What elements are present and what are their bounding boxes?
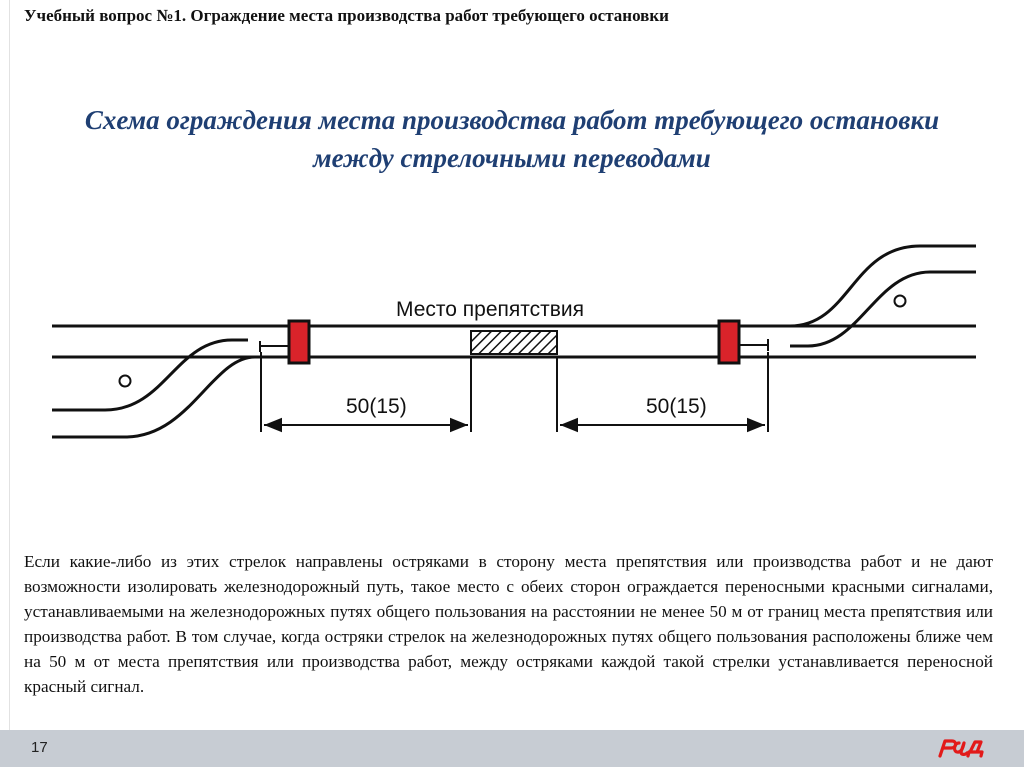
right-switch-point-marker xyxy=(895,296,906,307)
left-distance-label: 50(15) xyxy=(346,395,407,418)
right-switch-inner-rail xyxy=(790,272,976,346)
footer-bar xyxy=(0,730,1024,767)
left-switch xyxy=(52,340,255,437)
obstacle-zone xyxy=(471,331,557,354)
page-number: 17 xyxy=(31,739,48,756)
right-switch xyxy=(790,246,976,346)
description-paragraph: Если какие-либо из этих стрелок направлены остряками в сторону места препятствия или производства работ и не дают возможности изолировать железнодорожный путь, такое место с обеих сторон ограждается переносными красными сигналами, устанавливаемыми на железнодорожных путях общего пользования на расстоянии не менее 50 м от границ места препятствия или производства работ. В том случае, когда остряки стрелок на железнодорожных путях общего пользования расположены ближе чем на 50 м от места препятствия или производства работ, между остряками каждой такой стрелки устанавливается переносной красный сигнал. xyxy=(24,552,993,696)
left-switch-point-marker xyxy=(120,376,131,387)
scheme-title-line-1: Схема ограждения места производства работ требующего остановки xyxy=(84,105,940,135)
right-switch-outer-rail xyxy=(790,246,976,326)
rzd-logo-icon xyxy=(936,738,988,758)
left-switch-stop-tick xyxy=(260,341,289,352)
right-distance-label: 50(15) xyxy=(646,395,707,418)
right-switch-stop-tick xyxy=(739,339,768,351)
obstacle-label: Место препятствия xyxy=(396,298,585,321)
header-title: Учебный вопрос №1. Ограждение места производства работ требующего остановки xyxy=(24,6,669,25)
left-switch-inner-rail xyxy=(52,357,255,437)
scheme-title-line-2: между стрелочными переводами xyxy=(313,143,711,173)
left-red-signal xyxy=(289,321,309,363)
extension-lines xyxy=(261,352,768,432)
right-red-signal xyxy=(719,321,739,363)
